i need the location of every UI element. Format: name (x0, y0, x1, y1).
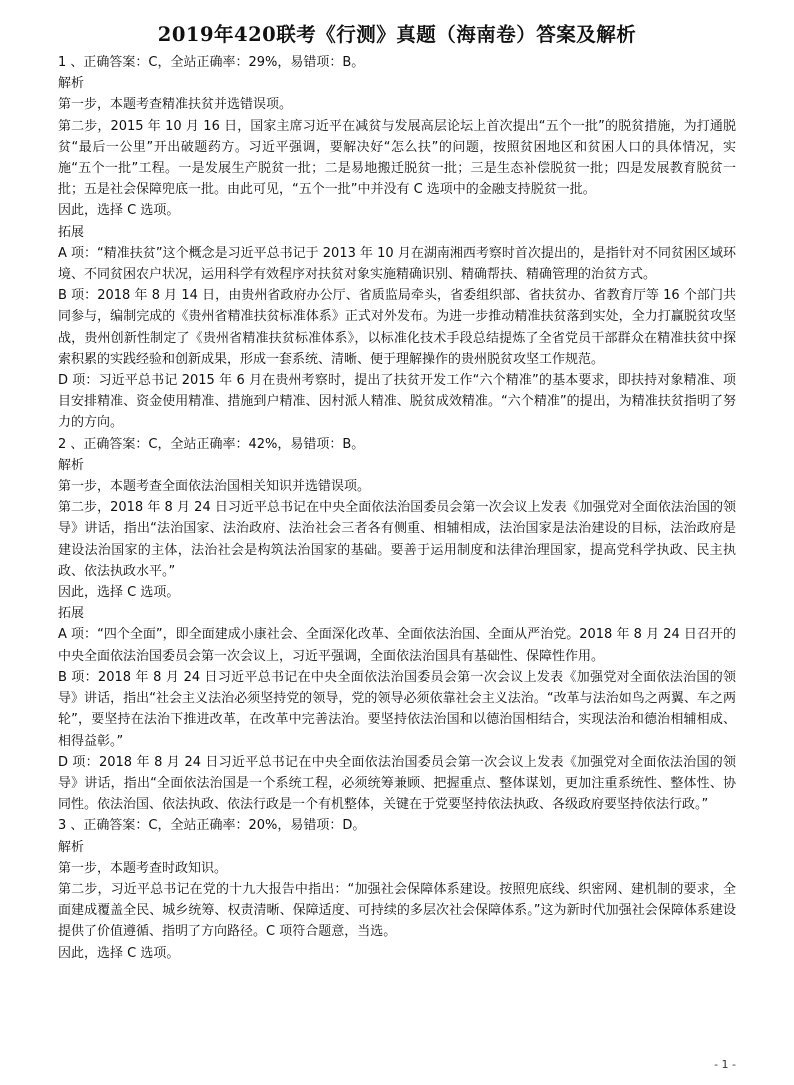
page-number: - 1 - (714, 1058, 736, 1071)
paragraph: 第二步，习近平总书记在党的十九大报告中指出：“加强社会保障体系建设。按照兜底线、织密网、建机制的要求，全面建成覆盖全民、城乡统筹、权责清晰、保障适度、可持续的多层次社会保障体系。”这为新时代加强社会保障体系建设提供了价值遵循、指明了方向路径。C 项符合题意，当选。 (58, 881, 736, 940)
paragraph: 2 、正确答案：C，全站正确率：42%，易错项：B。 (58, 436, 365, 452)
page-title: 2019年420联考《行测》真题（海南卷）答案及解析 (157, 23, 637, 46)
paragraph: 拓展 (58, 224, 85, 240)
paragraph: 解析 (58, 839, 85, 855)
paragraph: 拓展 (58, 606, 85, 622)
paragraph: 第一步，本题考查全面依法治国相关知识并选错误项。 (58, 479, 371, 495)
paragraph: 因此，选择 C 选项。 (58, 203, 180, 219)
paragraph: 解析 (58, 457, 85, 473)
paragraph: 1 、正确答案：C，全站正确率：29%，易错项：B。 (58, 55, 365, 70)
paragraph: 第一步，本题考查精准扶贫并选错误项。 (58, 97, 293, 113)
document-body (58, 52, 736, 964)
paragraph: 第二步，2018 年 8 月 24 日习近平总书记在中央全面依法治国委员会第一次会议上发表《加强党对全面依法治国的领导》讲话，指出“法治国家、法治政府、法治社会三者各有侧重、相辅相成，法治国家是法治建设的目标，法治政府是建设法治国家的主体，法治社会是构筑法治国家的基础。要善于运用制度和法律治理国家，提高党科学执政、民主执政、依法执政水平。” (58, 500, 736, 579)
paragraph: 解析 (58, 76, 85, 92)
paragraph: B 项：2018 年 8 月 14 日，由贵州省政府办公厅、省质监局牵头，省委组织部、省扶贫办、省教育厅等 16 个部门共同参与，编制完成的《贵州省精准扶贫标准体系》正式对外发布。为进一步推动精准扶贫落到实处，全力打赢脱贫攻坚战，贵州创新性制定了《贵州省精准扶贫标准体系》，以标准化技术手段总结提炼了全省党员干部群众在精准扶贫中探索积累的实践经验和创新成果，形成一套系统、清晰、便于理解操作的贵州脱贫攻坚工作规范。 (58, 288, 736, 367)
paragraph: D 项：2018 年 8 月 24 日习近平总书记在中央全面依法治国委员会第一次会议上发表《加强党对全面依法治国的领导》讲话，指出“全面依法治国是一个系统工程，必须统筹兼顾、把握重点、整体谋划，更加注重系统性、整体性、协同性。依法治国、依法执政、依法行政是一个有机整体，关键在于党要坚持依法执政、各级政府要坚持依法行政。” (58, 754, 736, 813)
paragraph: 因此，选择 C 选项。 (58, 585, 180, 601)
paragraph: A 项：“四个全面”，即全面建成小康社会、全面深化改革、全面依法治国、全面从严治党。2018 年 8 月 24 日召开的中央全面依法治国委员会第一次会议上，习近平强调，全面依法治国具有基础性、保障性作用。 (58, 627, 736, 664)
paragraph: 因此，选择 C 选项。 (58, 945, 180, 961)
paragraph: 第二步，2015 年 10 月 16 日，国家主席习近平在减贫与发展高层论坛上首次提出“五个一批”的脱贫措施，为打通脱贫“最后一公里”开出破题药方。习近平强调，要解决好“怎么扶”的问题，按照贫困地区和贫困人口的具体情况，实施“五个一批”工程。一是发展生产脱贫一批；二是易地搬迁脱贫一批；三是生态补偿脱贫一批；四是发展教育脱贫一批；五是社会保障兜底一批。由此可见，“五个一批”中并没有 C 选项中的金融支持脱贫一批。 (58, 118, 736, 198)
paragraph: 3 、正确答案：C，全站正确率：20%，易错项：D。 (58, 818, 366, 834)
paragraph: 第一步，本题考查时政知识。 (58, 860, 228, 876)
paragraph: A 项：“精准扶贫”这个概念是习近平总书记于 2013 年 10 月在湖南湘西考察时首次提出的，是指针对不同贫困区域环境、不同贫困农户状况，运用科学有效程序对扶贫对象实施精确识别、精确帮扶、精确管理的治贫方式。 (58, 245, 736, 283)
paragraph: D 项：习近平总书记 2015 年 6 月在贵州考察时，提出了扶贫开发工作“六个精准”的基本要求，即扶持对象精准、项目安排精准、资金使用精准、措施到户精准、因村派人精准、脱贫成效精准。“六个精准”的提出，为精准扶贫指明了努力的方向。 (58, 373, 736, 431)
paragraph: B 项：2018 年 8 月 24 日习近平总书记在中央全面依法治国委员会第一次会议上发表《加强党对全面依法治国的领导》讲话，指出“社会主义法治必须坚持党的领导，党的领导必须依靠社会主义法治。“改革与法治如鸟之两翼、车之两轮”，要坚持在法治下推进改革，在改革中完善法治。要坚持依法治国和以德治国相结合，实现法治和德治相辅相成、相得益彰。” (58, 669, 736, 749)
